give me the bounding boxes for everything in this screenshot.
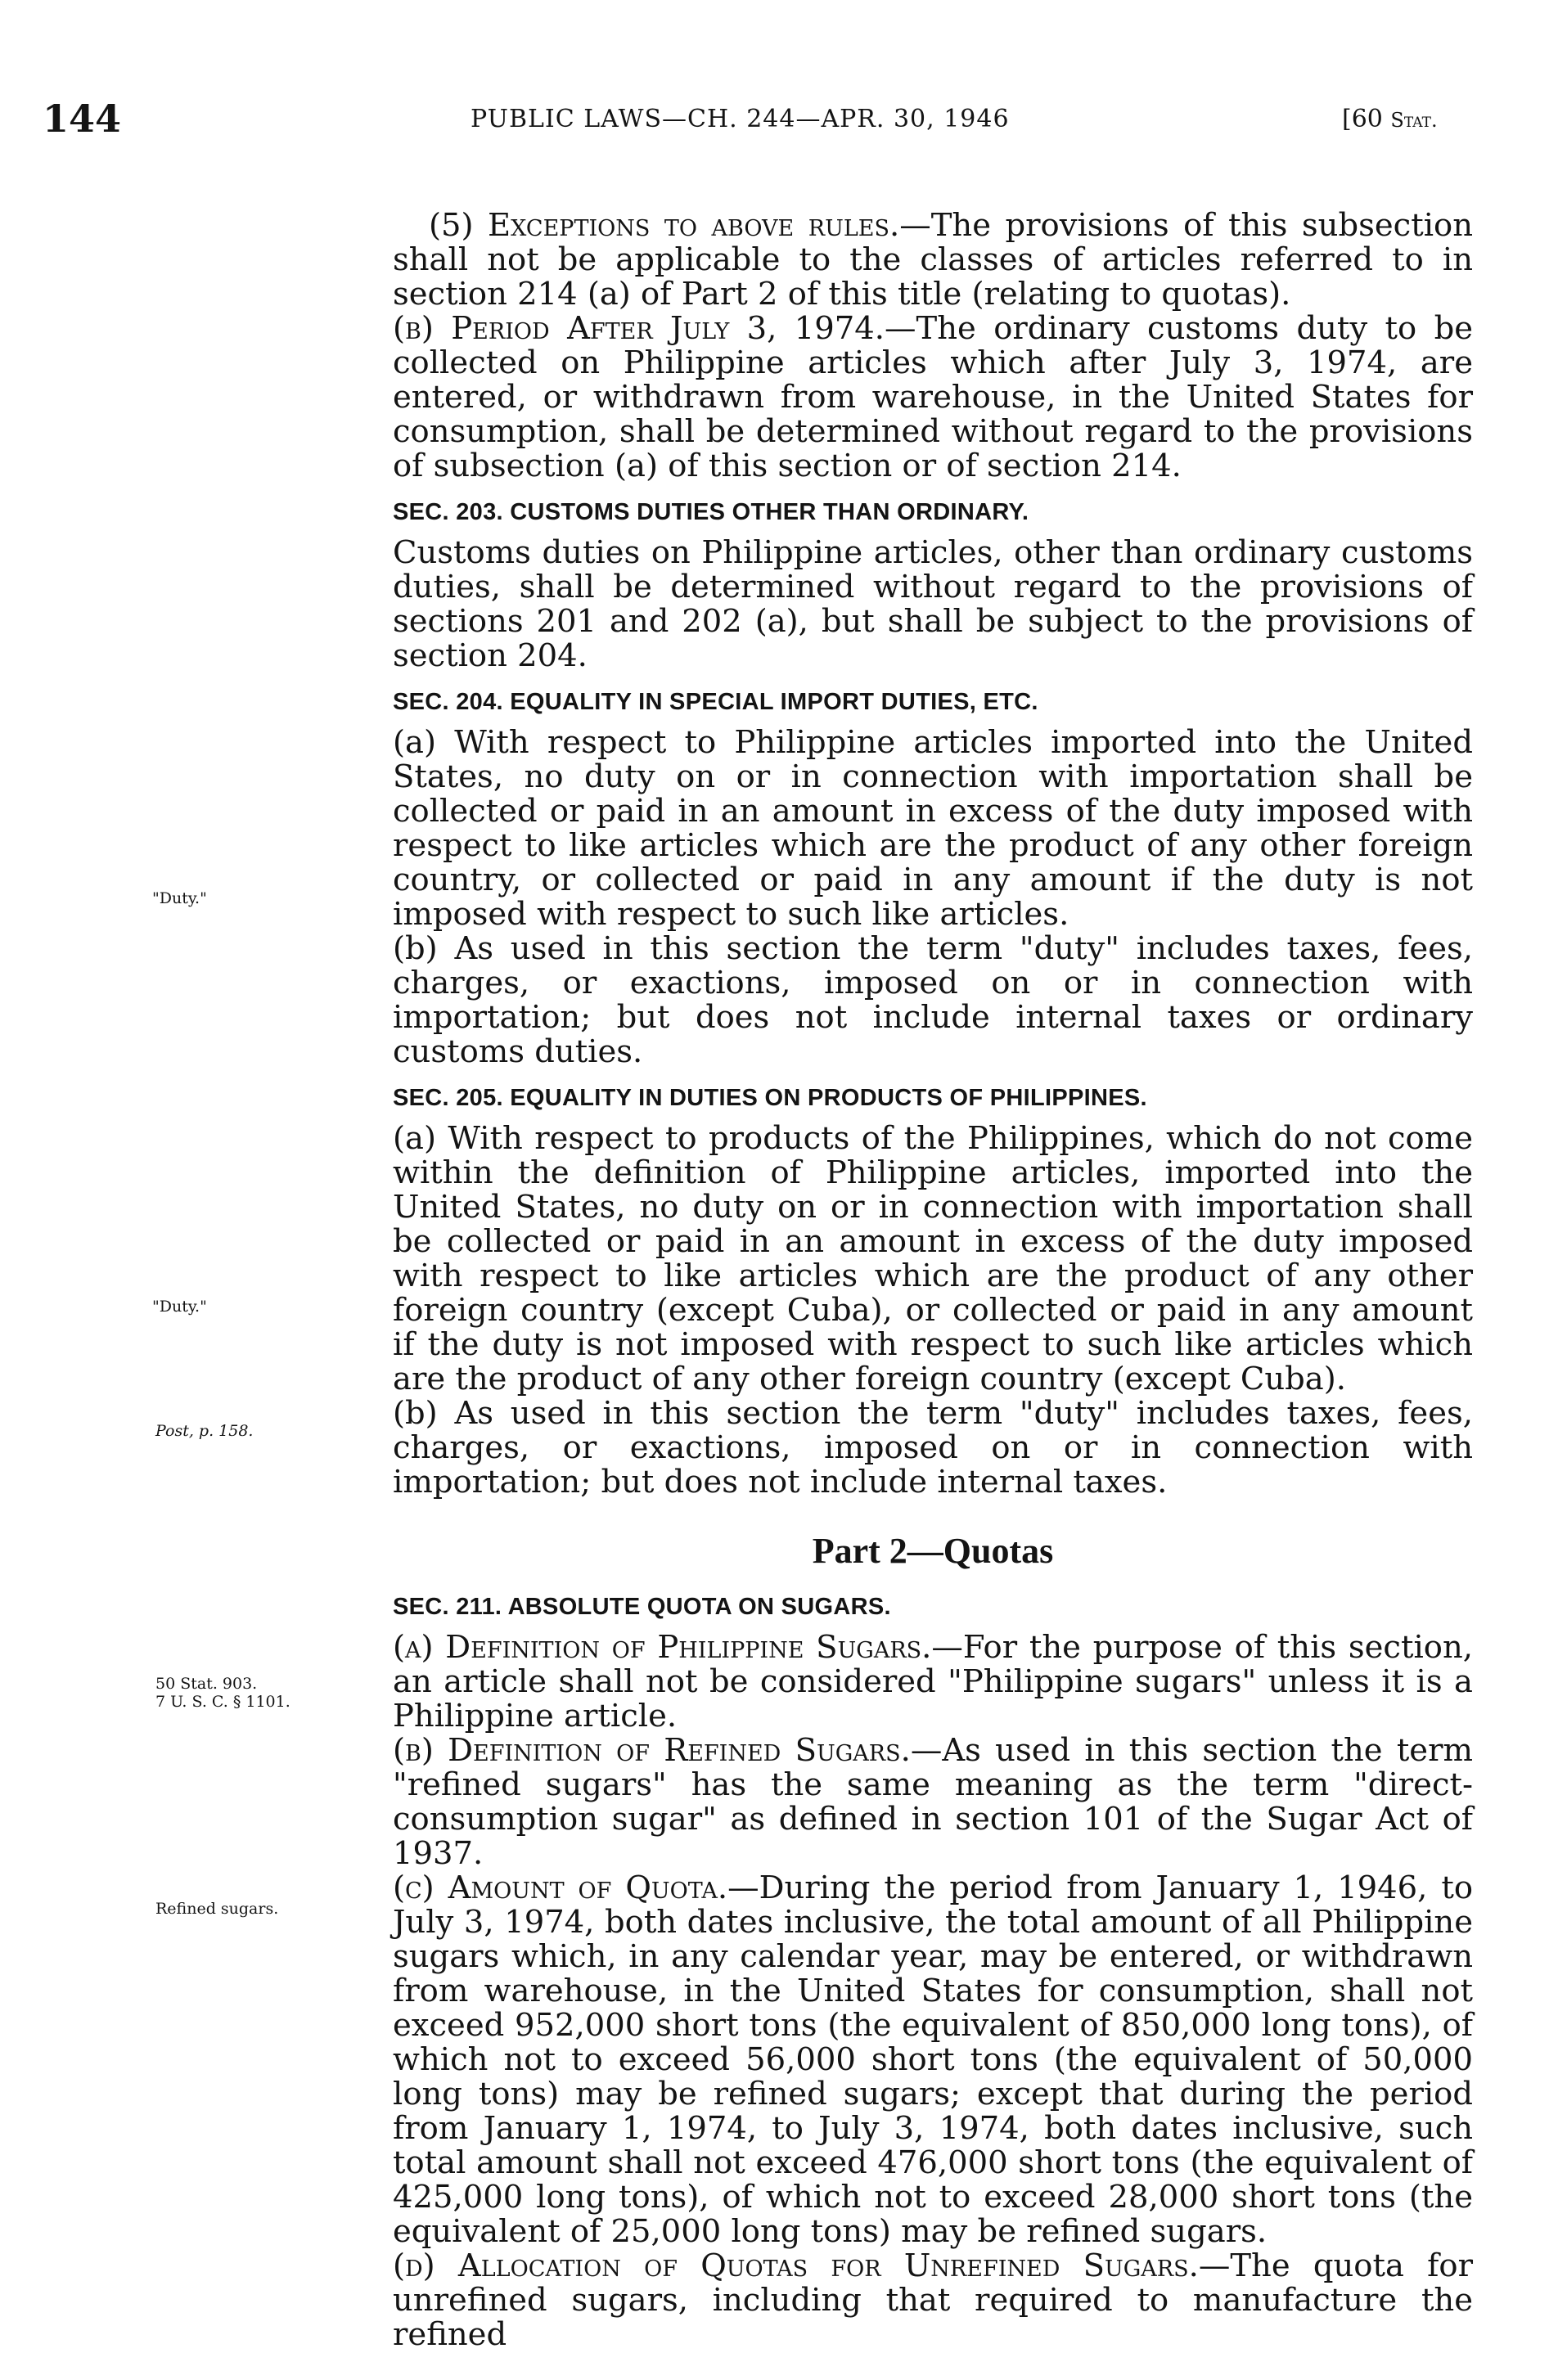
running-title: PUBLIC LAWS—CH. 244—APR. 30, 1946 [471, 105, 1010, 133]
margin-note-duty-2: "Duty." [152, 1298, 207, 1316]
volume-reference [1342, 105, 1438, 133]
heading-211-b: (b) Definition of Refined Sugars. [393, 1732, 911, 1769]
heading-211-c: (c) Amount of Quota. [393, 1869, 728, 1906]
section-203-text: Customs duties on Philippine articles, other than ordinary customs duties, shall be determined without regard to the provisions of sections 201 and 202 (a), but shall be subject to the provisions of section 204. [393, 534, 1473, 674]
volume-number: [60 [1342, 105, 1391, 133]
text-211-d: —The quota for unrefined sugars, including that required to manufacture the refined [393, 2247, 1473, 2353]
section-204-a: (a) With respect to Philippine articles imported into the United States, no duty on or in connection with importation shall be collected or paid in an amount in excess of the duty imposed with respect to like articles which are the product of any other foreign country, or collected or paid in any amount if the duty is not imposed with respect to such like articles. [393, 724, 1473, 933]
section-211-d [393, 2249, 1473, 2352]
part-2-heading: Part 2—Quotas [812, 1531, 1054, 1571]
heading-211-d: (d) Allocation of Quotas for Unrefined Sugars. [393, 2247, 1199, 2284]
section-203-heading: SEC. 203. CUSTOMS DUTIES OTHER THAN ORDINARY. [393, 499, 1029, 525]
paragraph-exceptions [393, 209, 1473, 312]
section-205-heading: SEC. 205. EQUALITY IN DUTIES ON PRODUCTS OF PHILIPPINES. [393, 1085, 1147, 1111]
section-204-b: (b) As used in this section the term "duty" includes taxes, fees, charges, or exactions, imposed on or in connection with importation; but does not include internal taxes or ordinary customs duties. [393, 930, 1473, 1070]
section-204-heading: SEC. 204. EQUALITY IN SPECIAL IMPORT DUTIES, ETC. [393, 689, 1038, 715]
section-211-heading: SEC. 211. ABSOLUTE QUOTA ON SUGARS. [393, 1594, 891, 1620]
section-211-b [393, 1734, 1473, 1871]
margin-note-duty-1: "Duty." [152, 889, 207, 907]
text-211-b: —As used in this section the term "refined sugars" has the same meaning as the term "direct-consumption sugar" as defined in section 101 of the Sugar Act of 1937. [393, 1732, 1473, 1872]
margin-note-stat: 50 Stat. 903. [155, 1675, 258, 1693]
page-number: 144 [43, 97, 122, 141]
heading-exceptions: (5) Exceptions to above rules. [429, 207, 900, 244]
section-211-c [393, 1871, 1473, 2249]
margin-note-usc: 7 U. S. C. § 1101. [155, 1693, 290, 1711]
section-211-a [393, 1631, 1473, 1734]
paragraph-period-after [393, 312, 1473, 484]
text-211-a: —For the purpose of this section, an article shall not be considered "Philippine sugars" unless it is a Philippine article. [393, 1629, 1473, 1734]
section-205-a: (a) With respect to products of the Philippines, which do not come within the definition of Philippine articles, imported into the United States, no duty on or in connection with importation shall be collected or paid in an amount in excess of the duty imposed with respect to like articles which are the product of any other foreign country (except Cuba), or collected or paid in any amount if the duty is not imposed with respect to such like articles which are the product of any other foreign country (except Cuba). [393, 1120, 1473, 1397]
text-period-after: —The ordinary customs duty to be collected on Philippine articles which after July 3, 1974, are entered, or withdrawn from warehouse, in the United States for consumption, shall be determined without regard to the provisions of subsection (a) of this section or of section 214. [393, 310, 1474, 484]
heading-211-a: (a) Definition of Philippine Sugars. [393, 1629, 932, 1666]
margin-note-post: Post, p. 158. [155, 1422, 254, 1440]
volume-stat: Stat. [1390, 109, 1438, 132]
heading-period-after: (b) Period After July 3, 1974. [393, 310, 885, 347]
margin-note-refined: Refined sugars. [155, 1900, 279, 1918]
margin-note-citation [155, 1675, 290, 1711]
text-211-c: —During the period from January 1, 1946, to July 3, 1974, both dates inclusive, the total amount of all Philippine sugars which, in any calendar year, may be entered, or withdrawn from warehouse, in the United States for consumption, shall not exceed 952,000 short tons (the equivalent of 850,000 long tons), of which not to exceed 56,000 short tons (the equivalent of 50,000 long tons) may be refined sugars; except that during the period from January 1, 1974, to July 3, 1974, both dates inclusive, such total amount shall not exceed 476,000 short tons (the equivalent of 425,000 long tons), of which not to exceed 28,000 short tons (the equivalent of 25,000 long tons) may be refined sugars. [393, 1869, 1473, 2250]
section-205-b: (b) As used in this section the term "duty" includes taxes, fees, charges, or exactions, imposed on or in connection with importation; but does not include internal taxes. [393, 1395, 1473, 1500]
text-exceptions: —The provisions of this subsection shall not be applicable to the classes of articles referred to in section 214 (a) of Part 2 of this title (relating to quotas). [393, 207, 1473, 313]
page-header [0, 97, 1549, 146]
main-text [393, 209, 1473, 2352]
